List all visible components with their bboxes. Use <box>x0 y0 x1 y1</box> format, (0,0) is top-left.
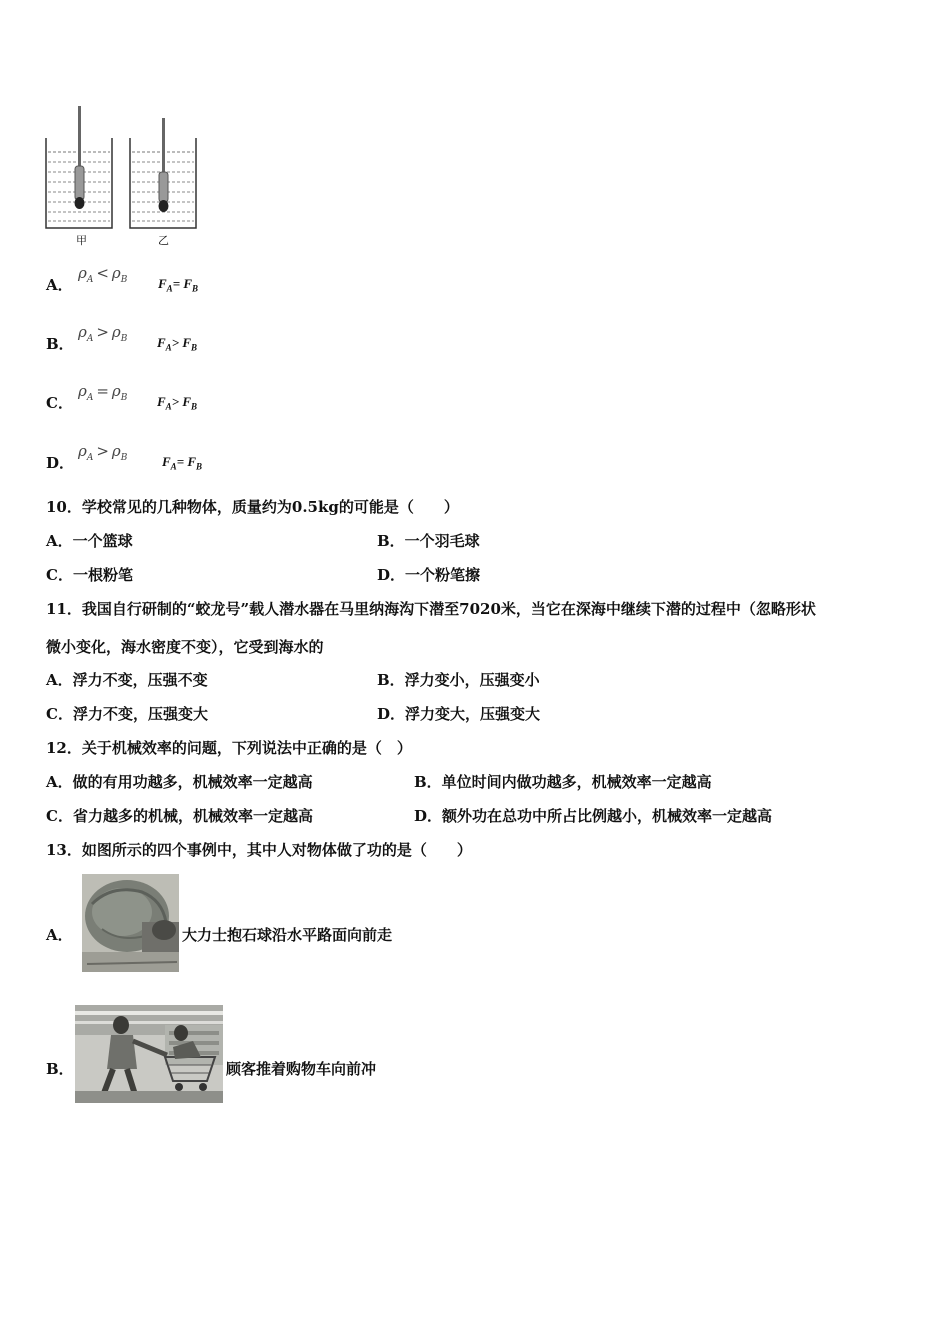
force-b-sub: B <box>191 401 198 412</box>
force-b: F <box>183 276 193 291</box>
force-a-sub: A <box>170 461 177 472</box>
q11-option-a[interactable]: A．浮力不变，压强不变 <box>46 671 208 689</box>
q12-option-c[interactable]: C．省力越多的机械，机械效率一定越高 <box>46 807 313 825</box>
rho-b-sub: B <box>120 453 128 463</box>
shopping-cart-photo-svg <box>75 1005 223 1103</box>
force-b: F <box>182 335 192 350</box>
force-operator: > <box>171 335 180 350</box>
option-letter: A． <box>46 926 73 944</box>
rho-b: ρ <box>111 323 121 341</box>
q11-option-d[interactable]: D．浮力变大，压强变大 <box>377 705 541 723</box>
q13-stem: 13．如图所示的四个事例中，其中人对物体做了功的是（ ） <box>46 841 472 859</box>
force-operator: = <box>176 454 185 469</box>
q10-option-d[interactable]: D．一个粉笔擦 <box>377 566 481 584</box>
force-relation <box>158 276 198 294</box>
rho-operator: < <box>96 264 109 282</box>
option-letter: D． <box>46 454 75 472</box>
rho-a: ρ <box>78 442 87 460</box>
q10-option-b[interactable]: B．一个羽毛球 <box>377 532 480 550</box>
figure-label-left: 甲 <box>76 234 87 247</box>
force-relation <box>157 335 197 353</box>
force-b: F <box>187 454 197 469</box>
force-a: F <box>158 276 167 291</box>
force-b-sub: B <box>196 461 203 472</box>
force-relation <box>157 394 197 412</box>
rho-b-sub: B <box>120 334 128 344</box>
q12-option-a[interactable]: A．做的有用功越多，机械效率一定越高 <box>46 773 313 791</box>
rho-a: ρ <box>78 382 87 400</box>
option-letter: B． <box>46 335 74 353</box>
q11-stem-line2: 微小变化，海水密度不变），它受到海水的 <box>46 638 324 656</box>
beaker-right <box>130 118 196 228</box>
beakers-svg <box>40 100 210 250</box>
q10-stem: 10．学校常见的几种物体，质量约为0.5kg的可能是（ ） <box>46 498 459 516</box>
rho-b: ρ <box>111 442 121 460</box>
force-b: F <box>182 394 192 409</box>
force-relation <box>162 454 202 472</box>
rho-b: ρ <box>111 382 121 400</box>
rho-b-sub: B <box>120 393 128 403</box>
rho-a-sub: A <box>86 275 94 285</box>
q10-option-a[interactable]: A．一个篮球 <box>46 532 133 550</box>
beaker-left <box>46 106 112 228</box>
option-letter: A． <box>46 276 73 294</box>
density-relation <box>78 264 127 285</box>
option-letter: C． <box>46 394 73 412</box>
rho-a: ρ <box>78 323 87 341</box>
q12-option-b[interactable]: B．单位时间内做功越多，机械效率一定越高 <box>414 773 712 791</box>
rho-operator: = <box>96 382 109 400</box>
q11-option-b[interactable]: B．浮力变小，压强变小 <box>377 671 540 689</box>
rho-a-sub: A <box>86 393 94 403</box>
force-a: F <box>162 454 171 469</box>
q12-option-d[interactable]: D．额外功在总功中所占比例越小，机械效率一定越高 <box>414 807 773 825</box>
rho-a: ρ <box>78 264 87 282</box>
density-relation <box>78 382 127 403</box>
force-a: F <box>157 335 166 350</box>
beaker-figure <box>40 100 210 250</box>
q10-option-c[interactable]: C．一根粉笔 <box>46 566 133 584</box>
rho-operator: > <box>96 442 109 460</box>
rho-operator: > <box>96 323 109 341</box>
rho-b: ρ <box>111 264 121 282</box>
shopping-cart-photo <box>75 1005 223 1103</box>
q12-stem: 12．关于机械效率的问题，下列说法中正确的是（ ） <box>46 739 412 757</box>
force-a: F <box>157 394 166 409</box>
option-text: 大力士抱石球沿水平路面向前走 <box>182 926 393 944</box>
rho-a-sub: A <box>86 453 94 463</box>
strongman-photo-svg <box>82 874 179 972</box>
force-a-sub: A <box>165 401 172 412</box>
option-letter: B． <box>46 1060 74 1078</box>
option-text: 顾客推着购物车向前冲 <box>226 1060 377 1078</box>
q11-stem-line1: 11．我国自行研制的“蛟龙号”载人潜水器在马里纳海沟下潜至7020米，当它在深海中继续下潜的过程中（忽略形状 <box>46 600 816 618</box>
rho-a-sub: A <box>86 334 94 344</box>
force-operator: > <box>171 394 180 409</box>
force-a-sub: A <box>166 283 173 294</box>
q11-option-c[interactable]: C．浮力不变，压强变大 <box>46 705 208 723</box>
rho-b-sub: B <box>120 275 128 285</box>
force-a-sub: A <box>165 342 172 353</box>
density-relation <box>78 442 127 463</box>
force-b-sub: B <box>191 342 198 353</box>
figure-label-right: 乙 <box>158 234 169 247</box>
force-b-sub: B <box>192 283 199 294</box>
strongman-photo <box>82 874 179 972</box>
force-operator: = <box>172 276 181 291</box>
density-relation <box>78 323 127 344</box>
